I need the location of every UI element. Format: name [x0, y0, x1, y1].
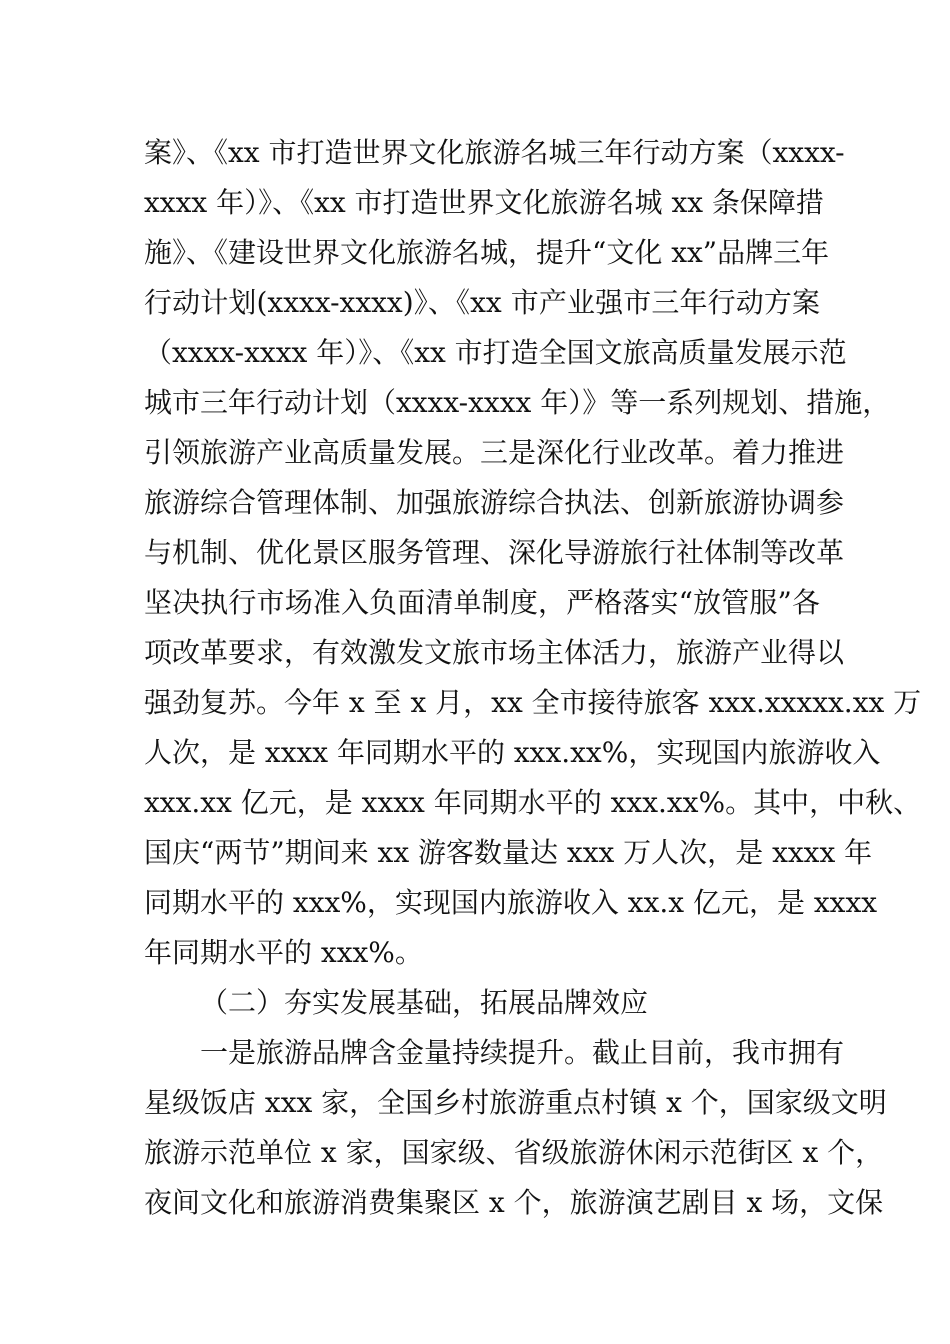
body-line: 人次，是 xxxx 年同期水平的 xxx.xx%，实现国内旅游收入 [144, 736, 881, 769]
body-line: 国庆“两节”期间来 xx 游客数量达 xxx 万人次，是 xxxx 年 [144, 836, 873, 869]
body-line: 行动计划(xxxx-xxxx)》、《xx 市产业强市三年行动方案 [144, 286, 820, 319]
body-line: 与机制、优化景区服务管理、深化导游旅行社体制等改革 [144, 536, 845, 569]
body-line: 施》、《建设世界文化旅游名城，提升“文化 xx”品牌三年 [144, 236, 830, 269]
body-line: 强劲复苏。今年 x 至 x 月，xx 全市接待旅客 xxx.xxxxx.xx 万 [144, 686, 922, 719]
section-line: 夜间文化和旅游消费集聚区 x 个，旅游演艺剧目 x 场，文保 [144, 1186, 884, 1219]
section-paragraph-first-line: 一是旅游品牌含金量持续提升。截止目前，我市拥有 [200, 1036, 845, 1069]
body-line: xxxx 年）》、《xx 市打造世界文化旅游名城 xx 条保障措 [144, 186, 824, 219]
body-line: 坚决执行市场准入负面清单制度，严格落实“放管服”各 [144, 586, 820, 619]
body-line: 引领旅游产业高质量发展。三是深化行业改革。着力推进 [144, 436, 845, 469]
section-line: 星级饭店 xxx 家，全国乡村旅游重点村镇 x 个，国家级文明 [144, 1086, 887, 1119]
body-line: 城市三年行动计划（xxxx-xxxx 年）》等一系列规划、措施， [144, 386, 891, 419]
body-line: xxx.xx 亿元，是 xxxx 年同期水平的 xxx.xx%。其中，中秋、 [144, 786, 922, 819]
body-line: 项改革要求，有效激发文旅市场主体活力，旅游产业得以 [144, 636, 845, 669]
section-heading: （二）夯实发展基础，拓展品牌效应 [200, 986, 649, 1019]
body-line: 旅游综合管理体制、加强旅游综合执法、创新旅游协调参 [144, 486, 845, 519]
section-line: 旅游示范单位 x 家，国家级、省级旅游休闲示范街区 x 个， [144, 1136, 884, 1169]
body-line: 案》、《xx 市打造世界文化旅游名城三年行动方案（xxxx- [144, 136, 845, 169]
body-line-last: 年同期水平的 xxx%。 [144, 936, 423, 969]
body-line: （xxxx-xxxx 年）》、《xx 市打造全国文旅高质量发展示范 [144, 336, 847, 369]
document-body [144, 128, 922, 1228]
body-line: 同期水平的 xxx%，实现国内旅游收入 xx.x 亿元，是 xxxx [144, 886, 878, 919]
